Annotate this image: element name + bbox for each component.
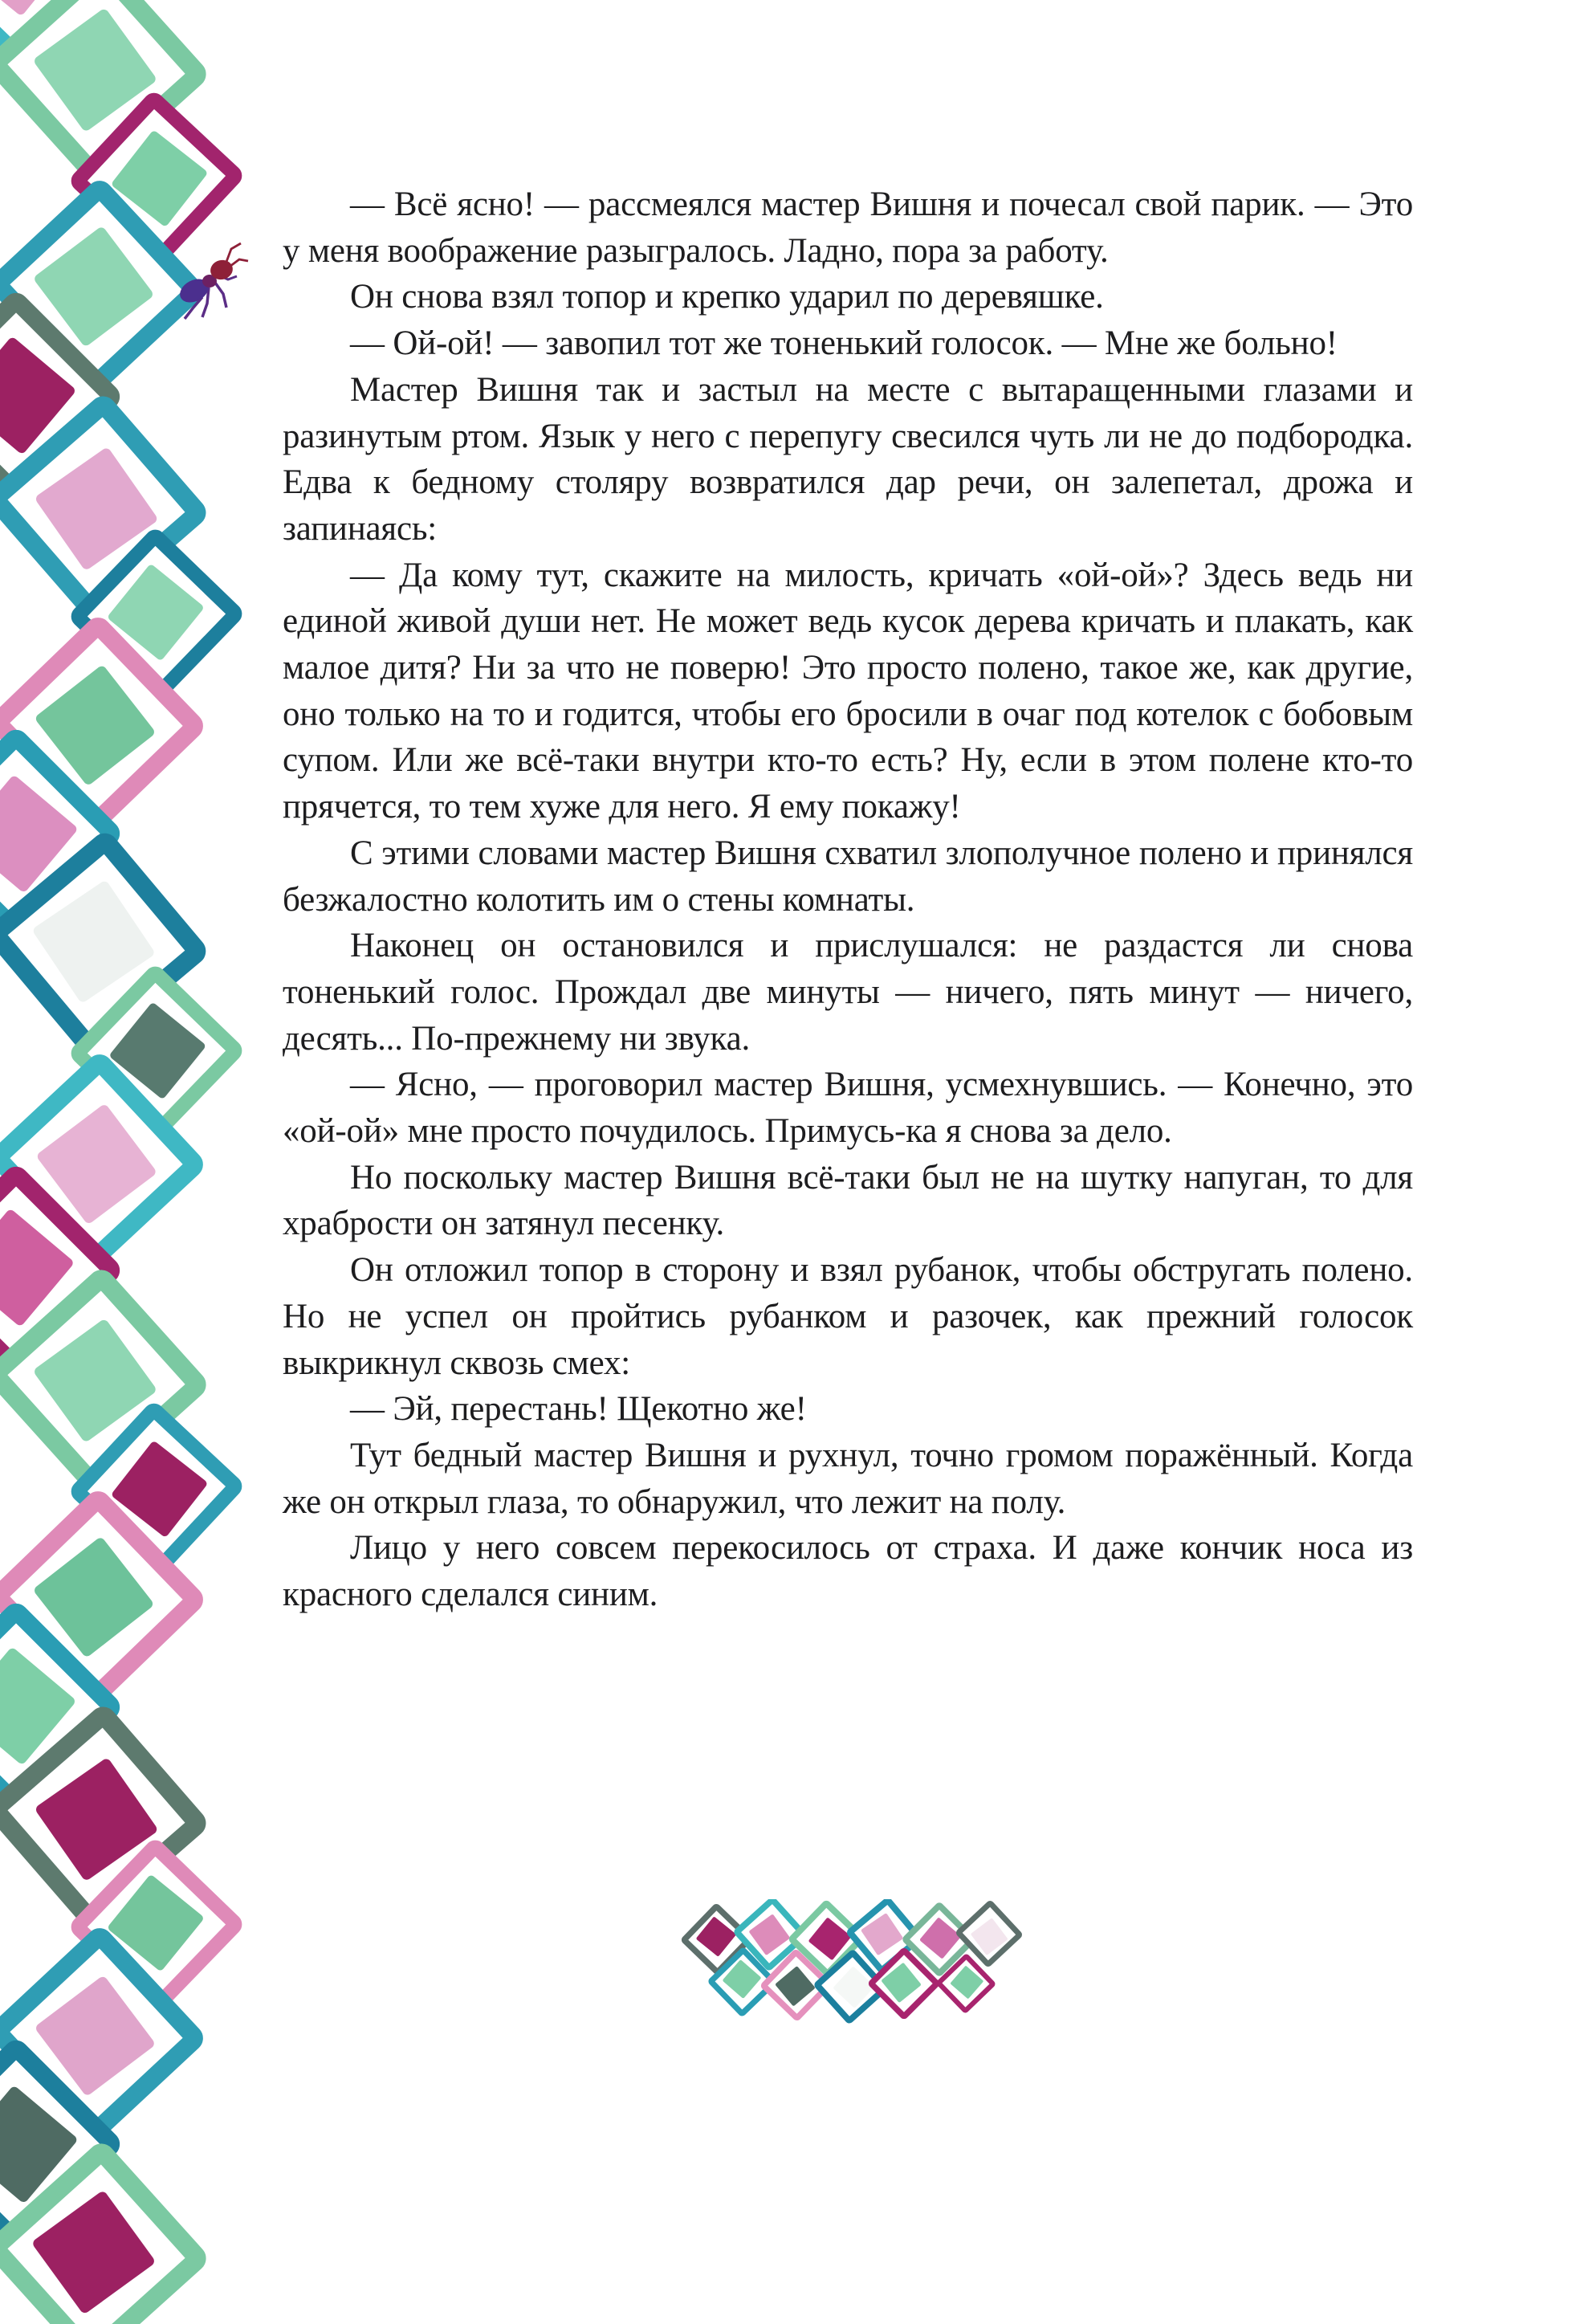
story-paragraph: — Всё ясно! — рассмеялся мастер Вишня и почесал свой парик. — Это у меня воображение разыгралось. Ладно, пора за работу. — [283, 186, 1413, 270]
story-paragraph: — Да кому тут, скажите на милость, кричать «ой-ой»? Здесь ведь ни единой живой души нет. Не может ведь кусок дерева кричать и плакать, как малое дитя? Ни за что не поверю! Это просто полено, такое же, как другие, оно только на то и годится, чтобы его бросили в очаг под котелок с бобовым супом. Или же всё-таки внутри кто-то есть? Ну, если в этом полене кто-то прячется, то тем хуже для него. Я ему покажу! — [283, 556, 1413, 826]
left-border-ornament — [0, 0, 257, 2324]
story-paragraph: Наконец он остановился и прислушался: не раздастся ли снова тоненький голос. Прождал две минуты — ничего, пять минут — ничего, десять... По-прежнему ни звука. — [283, 927, 1413, 1058]
story-paragraph: Лицо у него совсем перекосилось от страха. И даже кончик носа из красного сделался синим. — [283, 1529, 1413, 1614]
story-text — [283, 181, 1413, 1618]
story-paragraph: Тут бедный мастер Вишня и рухнул, точно громом поражённый. Когда же он открыл глаза, то обнаружил, что лежит на полу. — [283, 1436, 1413, 1521]
bottom-ornament — [670, 1899, 1024, 2032]
ant-icon — [176, 243, 248, 319]
story-paragraph: — Эй, перестань! Щекотно же! — [350, 1390, 807, 1429]
story-paragraph: С этими словами мастер Вишня схватил злополучное полено и принялся безжалостно колотить им о стены комнаты. — [283, 834, 1413, 919]
story-paragraph: Он отложил топор в сторону и взял рубанок, чтобы обстругать полено. Но не успел он пройтись рубанком и разочек, как прежний голосок выкрикнул сквозь смех: — [283, 1251, 1413, 1382]
story-paragraph: — Ясно, — проговорил мастер Вишня, усмехнувшись. — Конечно, это «ой-ой» мне просто почудилось. Примусь-ка я снова за дело. — [283, 1066, 1413, 1151]
story-paragraph: — Ой-ой! — завопил тот же тоненький голосок. — Мне же больно! — [350, 324, 1338, 363]
story-paragraph: Но поскольку мастер Вишня всё-таки был не на шутку напуган, то для храбрости он затянул песенку. — [283, 1158, 1413, 1243]
story-paragraph: Он снова взял топор и крепко ударил по деревяшке. — [350, 278, 1104, 316]
ant-illustration — [175, 241, 249, 324]
story-paragraph: Мастер Вишня так и застыл на месте с вытаращенными глазами и разинутым ртом. Язык у него с перепугу свесился чуть ли не до подбородка. Едва к бедному столяру возвратился дар речи, он залепетал, дрожа и запинаясь: — [283, 370, 1413, 548]
